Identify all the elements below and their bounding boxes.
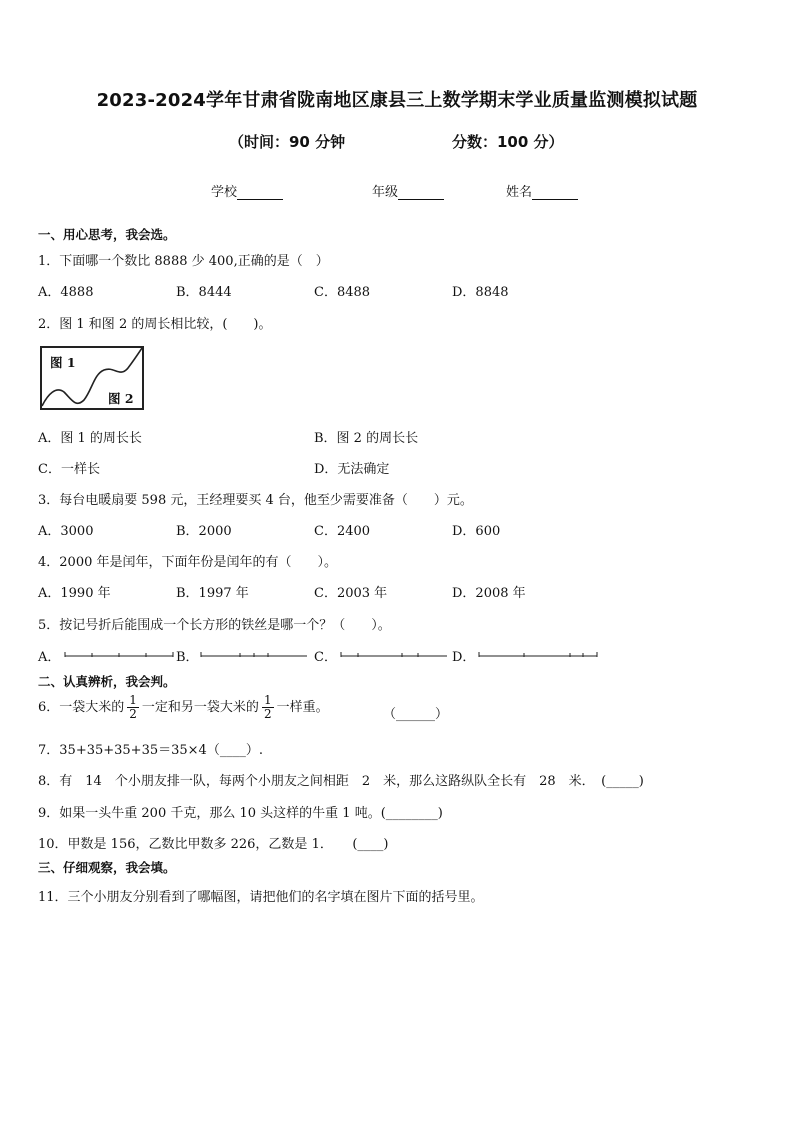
fig2-label: 图 2 <box>108 391 134 406</box>
q5-text: 5．按记号折后能围成一个长方形的铁丝是哪一个？（ ）。 <box>38 618 391 633</box>
q2-option-d[interactable]: D．无法确定 <box>314 462 390 477</box>
q11-text: 11．三个小朋友分别看到了哪幅图，请把他们的名字填在图片下面的括号里。 <box>38 890 484 905</box>
wire-a-icon <box>64 652 174 658</box>
q6-fraction-2: $\frac{1}{2}$ <box>263 693 272 721</box>
q4-option-a[interactable]: A．1990 年 <box>38 586 111 601</box>
section3-heading: 三、仔细观察，我会填。 <box>38 860 176 875</box>
q10-text: 10．甲数是 156，乙数比甲数多 226，乙数是 1． (____) <box>38 837 389 852</box>
school-field <box>211 181 283 200</box>
q2-text: 2．图 1 和图 2 的周长相比较，( )。 <box>38 317 272 332</box>
school-blank[interactable] <box>237 186 283 200</box>
q6-part1: 6．一袋大米的 <box>38 700 125 715</box>
grade-label: 年级 <box>372 185 399 200</box>
grade-blank[interactable] <box>398 186 444 200</box>
q4-option-d[interactable]: D．2008 年 <box>452 586 526 601</box>
score-label: 分数：100 分） <box>452 133 564 151</box>
q2-option-a[interactable]: A．图 1 的周长长 <box>38 431 142 446</box>
q3-option-a[interactable]: A．3000 <box>38 524 94 539</box>
q6-fraction-1: $\frac{1}{2}$ <box>129 693 137 721</box>
fig1-label: 图 1 <box>50 355 76 370</box>
q6-part3: 一样重。 <box>276 700 329 715</box>
name-blank[interactable] <box>532 186 578 200</box>
q1-option-b[interactable]: B．8444 <box>176 285 232 300</box>
q3-option-c[interactable]: C．2400 <box>314 524 371 539</box>
section2-heading: 二、认真辨析，我会判。 <box>38 674 176 689</box>
section1-heading: 一、用心思考，我会选。 <box>38 227 176 242</box>
wire-c-icon <box>340 652 448 658</box>
q1-option-c[interactable]: C．8488 <box>314 285 371 300</box>
q9-text: 9．如果一头牛重 200 千克，那么 10 头这样的牛重 1 吨。(________) <box>38 806 443 821</box>
q2-option-c[interactable]: C．一样长 <box>38 462 100 477</box>
q1-option-d[interactable]: D．8848 <box>452 285 509 300</box>
name-label: 姓名 <box>506 185 533 200</box>
q5-option-a[interactable]: A． <box>38 650 61 665</box>
wire-b-icon <box>200 652 308 658</box>
q5-option-c[interactable]: C． <box>314 650 337 665</box>
q1-text: 1．下面哪一个数比 8888 少 400,正确的是（ ） <box>38 254 329 269</box>
q8-text: 8．有 14 个小朋友排一队，每两个小朋友之间相距 2 米，那么这路纵队全长有 28 米． (_____) <box>38 774 644 789</box>
q3-option-d[interactable]: D．600 <box>452 524 501 539</box>
q2-option-b[interactable]: B．图 2 的周长长 <box>314 431 419 446</box>
name-field <box>506 181 578 200</box>
time-label: （时间：90 分钟 <box>229 133 346 151</box>
q5-option-b[interactable]: B． <box>176 650 199 665</box>
school-label: 学校 <box>211 185 238 200</box>
q4-text: 4．2000 年是闰年，下面年份是闰年的有（ ）。 <box>38 555 337 570</box>
q4-option-c[interactable]: C．2003 年 <box>314 586 388 601</box>
q3-text: 3．每台电暖扇要 598 元，王经理要买 4 台，他至少需要准备（ ）元。 <box>38 493 473 508</box>
q4-option-b[interactable]: B．1997 年 <box>176 586 249 601</box>
q6-line <box>38 693 329 723</box>
grade-field <box>372 181 444 200</box>
q3-option-b[interactable]: B．2000 <box>176 524 232 539</box>
wire-d-icon <box>478 652 598 658</box>
q2-figure <box>40 346 144 410</box>
q7-text: 7．35+35+35+35＝35×4（____）. <box>38 743 263 758</box>
q5-option-d[interactable]: D． <box>452 650 476 665</box>
page-title: 2023-2024学年甘肃省陇南地区康县三上数学期末学业质量监测模拟试题 <box>96 90 698 111</box>
q6-part2: 一定和另一袋大米的 <box>141 700 259 715</box>
q1-option-a[interactable]: A．4888 <box>38 285 94 300</box>
q6-answer-blank[interactable]: （______） <box>383 707 449 722</box>
